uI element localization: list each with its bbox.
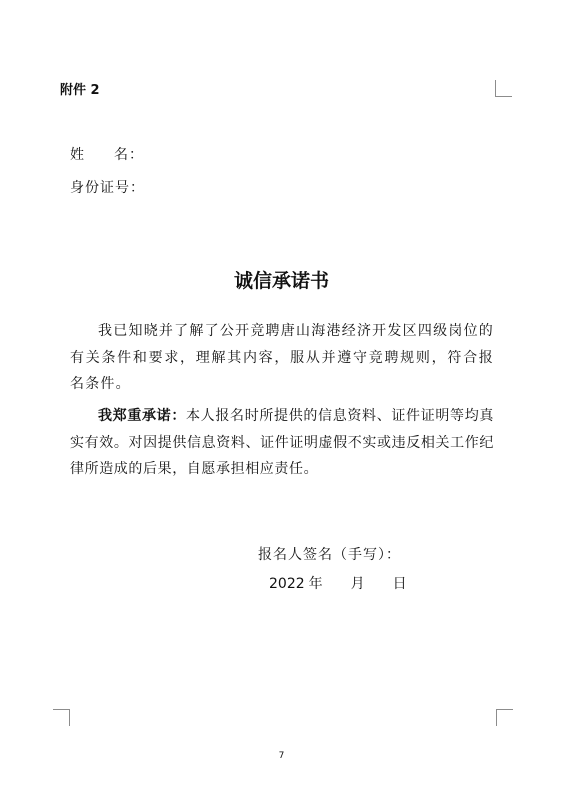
body-paragraph-1: 我已知晓并了解了公开竞聘唐山海港经济开发区四级岗位的有关条件和要求，理解其内容，服从并遵守竞聘规则，符合报名条件。 [70,323,494,392]
pledge-lead: 我郑重承诺： [98,408,187,424]
name-field-label [70,144,144,164]
attachment-label: 附件 2 [60,83,100,98]
date-day-unit: 日 [392,576,407,592]
document-title: 诚信承诺书 [233,270,329,292]
crop-mark-bottom-left [53,709,70,726]
date-year-unit: 年 [308,576,323,592]
crop-mark-top-right [495,80,512,97]
pledge-text: 本人报名时所提供的信息资料、证件证明等均真实有效。对因提供信息资料、证件证明虚假不实或违反相关工作纪律所造成的后果，自愿承担相应责任。 [70,408,494,477]
page-number: 7 [278,751,285,761]
name-label-first-char: 姓 [70,147,114,163]
name-label-second-char: 名： [114,147,144,163]
body-paragraph-2 [70,403,494,483]
crop-mark-bottom-right [496,709,513,726]
signature-label: 报名人签名（手写）： [258,547,401,563]
date-year: 2022 [269,576,305,592]
date-month-unit: 月 [350,576,365,592]
signature-date [269,573,411,593]
id-number-field-label: 身份证号： [70,180,145,196]
